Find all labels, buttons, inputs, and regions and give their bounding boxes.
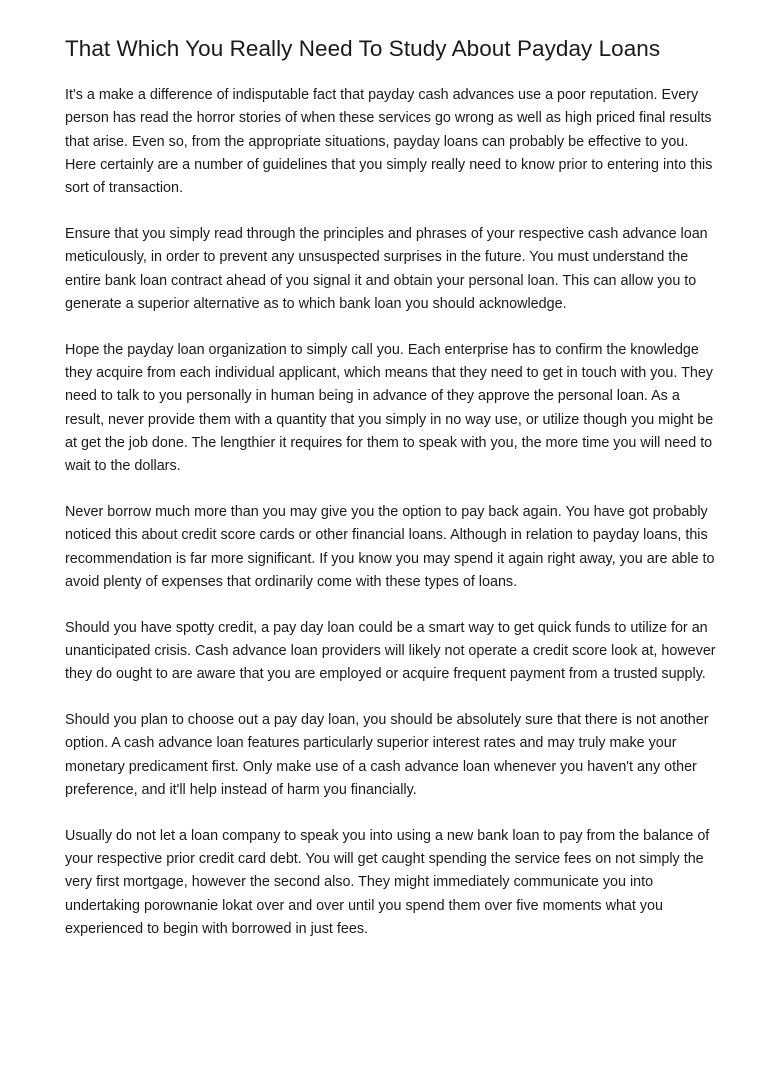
paragraph-1: It's a make a difference of indisputable fact that payday cash advances use a poor reputation. Every person has read the horror stories of when these services go wrong as well as high priced final results that arise. Even so, from the appropriate situations, payday loans can probably be effective to you. Here certainly are a number of guidelines that you simply really need to know prior to entering into this sort of transaction. [65, 87, 713, 197]
paragraph-7: Usually do not let a loan company to speak you into using a new bank loan to pay from the balance of your respective prior credit card debt. You will get caught spending the service fees on not simply the very first mortgage, however the second also. They might immediately communicate you into undertaking porownanie lokat over and over until you spend them over five moments what you experienced to begin with borrowed in just fees. [65, 827, 710, 937]
document-title: That Which You Really Need To Study About Payday Loans [65, 36, 661, 61]
paragraph-2: Ensure that you simply read through the principles and phrases of your respective cash advance loan meticulously, in order to prevent any unsuspected surprises in the future. You must understand the entire bank loan contract ahead of you signal it and obtain your personal loan. This can allow you to generate a superior alternative as to which bank loan you should acknowledge. [65, 225, 708, 312]
paragraph-4: Never borrow much more than you may give you the option to pay back again. You have got probably noticed this about credit score cards or other financial loans. Although in relation to payday loans, this recommendation is far more significant. If you know you may spend it again right away, you are able to avoid plenty of expenses that ordinarily come with these types of loans. [65, 503, 715, 590]
document-page [65, 34, 717, 941]
paragraph-3: Hope the payday loan organization to simply call you. Each enterprise has to confirm the knowledge they acquire from each individual applicant, which means that they need to get in touch with you. They need to talk to you personally in human being in advance of they approve the personal loan. As a result, never provide them with a quantity that you simply in no way use, or utilize though you might be at get the job done. The lengthier it requires for them to speak with you, the more time you will need to wait to the dollars. [65, 341, 714, 475]
paragraph-6: Should you plan to choose out a pay day loan, you should be absolutely sure that there is not another option. A cash advance loan features particularly superior interest rates and may truly make your monetary predicament first. Only make use of a cash advance loan whenever you haven't any other preference, and it'll help instead of harm you financially. [65, 712, 709, 798]
paragraph-5: Should you have spotty credit, a pay day loan could be a smart way to get quick funds to utilize for an unanticipated crisis. Cash advance loan providers will likely not operate a credit score look at, however they do ought to are aware that you are employed or acquire frequent payment from a trusted supply. [65, 619, 716, 683]
